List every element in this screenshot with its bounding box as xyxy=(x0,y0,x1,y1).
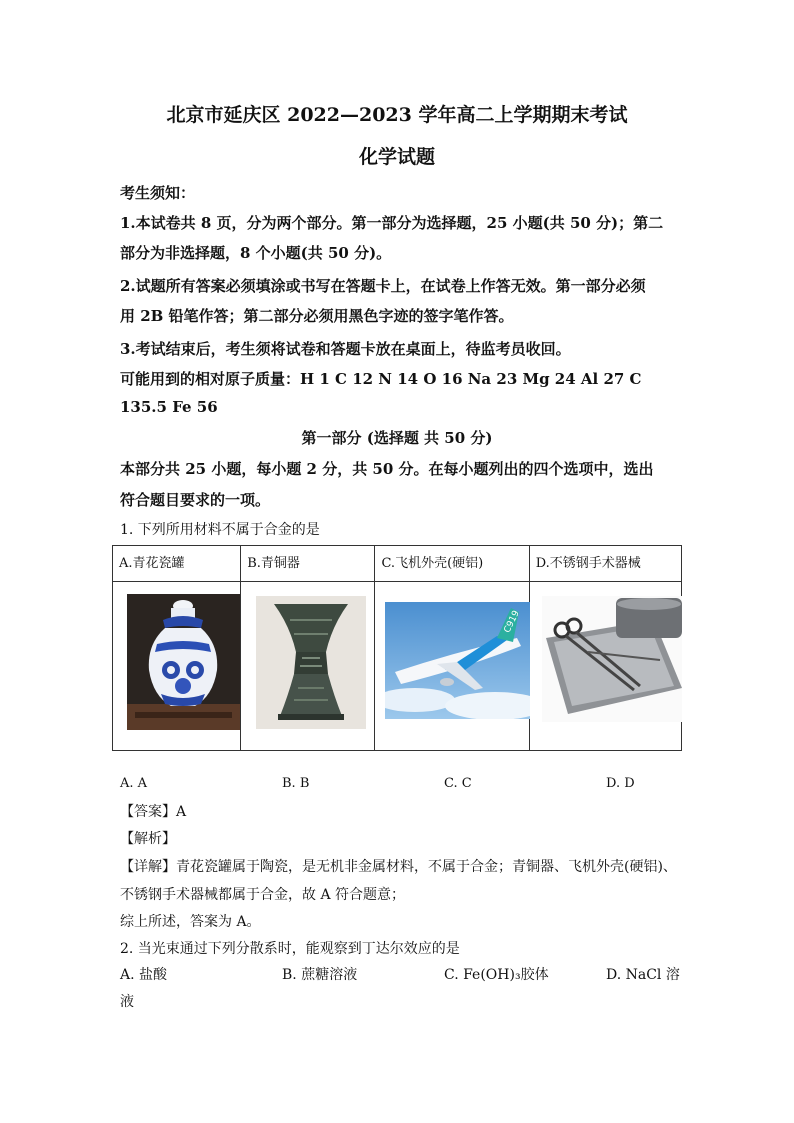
section-desc-2: 符合题目要求的一项。 xyxy=(120,491,271,509)
q2-stem: 2. 当光束通过下列分散系时，能观察到丁达尔效应的是 xyxy=(120,941,460,957)
q1-cell-a-image xyxy=(113,582,241,751)
notice-line-4: 用 2B 铅笔作答；第二部分必须用黑色字迹的签字笔作答。 xyxy=(120,307,514,325)
q1-option-b: B. B xyxy=(282,776,310,791)
q2-option-b: B. 蔗糖溶液 xyxy=(282,967,358,983)
q1-cell-c-image xyxy=(375,582,529,751)
plane-tail-text: C919 xyxy=(503,609,523,635)
q2-option-d: D. NaCl 溶 xyxy=(606,967,680,983)
q1-option-a: A. A xyxy=(120,776,148,791)
section-title: 第一部分 (选择题 共 50 分) xyxy=(301,429,493,447)
q1-option-c: C. C xyxy=(444,776,472,791)
q1-cell-b-image xyxy=(241,582,375,751)
notice-line-3: 2.试题所有答案必须填涂或书写在答题卡上，在试卷上作答无效。第一部分必须 xyxy=(120,277,646,295)
notice-heading: 考生须知： xyxy=(120,184,196,202)
section-desc-1: 本部分共 25 小题，每小题 2 分，共 50 分。在每小题列出的四个选项中，选出 xyxy=(120,460,654,478)
q1-answer: 【答案】A xyxy=(120,804,187,820)
q1-option-d: D. D xyxy=(606,776,635,791)
q2-option-c: C. Fe(OH)₃胶体 xyxy=(444,967,549,983)
q1-detail-1: 【详解】青花瓷罐属于陶瓷，是无机非金属材料，不属于合金；青铜器、飞机外壳(硬铝)、 xyxy=(120,859,677,875)
q1-cell-b-label: B.青铜器 xyxy=(241,546,375,582)
notice-line-7: 135.5 Fe 56 xyxy=(120,398,218,416)
q1-summary: 综上所述，答案为 A。 xyxy=(120,914,261,930)
exam-subtitle: 化学试题 xyxy=(358,146,435,168)
q1-detail-2: 不锈钢手术器械都属于合金，故 A 符合题意； xyxy=(120,887,406,903)
bronze-vessel-image xyxy=(256,596,366,729)
notice-line-6: 可能用到的相对原子质量：H 1 C 12 N 14 O 16 Na 23 Mg 24 Al 27 C xyxy=(120,370,642,388)
q1-options-table xyxy=(112,545,682,751)
q2-option-d-wrap: 液 xyxy=(120,994,134,1010)
airplane-image xyxy=(385,602,530,719)
q1-stem: 1. 下列所用材料不属于合金的是 xyxy=(120,522,320,538)
q1-cell-c-label: C.飞机外壳(硬铝) xyxy=(375,546,529,582)
notice-line-2: 部分为非选择题，8 个小题(共 50 分)。 xyxy=(120,244,392,262)
porcelain-jar-image xyxy=(127,594,240,730)
q2-option-a: A. 盐酸 xyxy=(120,967,168,983)
notice-line-1: 1.本试卷共 8 页，分为两个部分。第一部分为选择题，25 小题(共 50 分)；第二 xyxy=(120,214,664,232)
notice-line-5: 3.考试结束后，考生须将试卷和答题卡放在桌面上，待监考员收回。 xyxy=(120,340,571,358)
q1-cell-d-label: D.不锈钢手术器械 xyxy=(529,546,681,582)
exam-title: 北京市延庆区 2022—2023 学年高二上学期期末考试 xyxy=(166,104,628,126)
q1-cell-a-label: A.青花瓷罐 xyxy=(113,546,241,582)
q1-analysis-label: 【解析】 xyxy=(120,831,176,847)
q1-cell-d-image xyxy=(529,582,681,751)
surgical-instruments-image xyxy=(542,596,682,722)
